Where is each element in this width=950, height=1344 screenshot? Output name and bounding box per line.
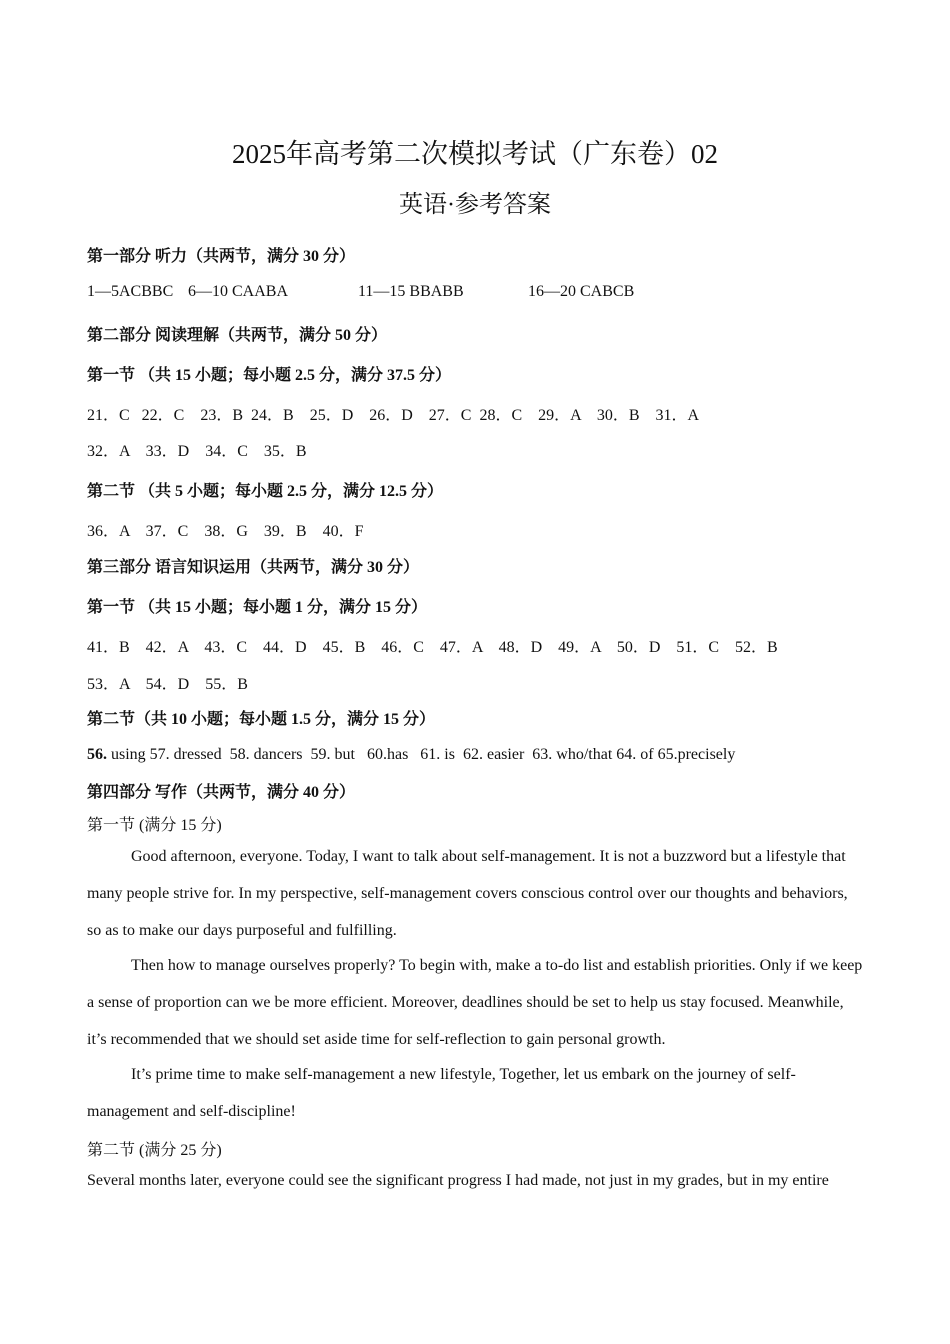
part2-heading: 第二部分 阅读理解（共两节，满分 50 分） bbox=[87, 327, 388, 344]
part1-answer-4: 16—20 CABCB bbox=[528, 283, 635, 300]
part3-section1-row2: 53．A 54．D 55．B bbox=[87, 676, 248, 693]
essay1-paragraph-1: Good afternoon, everyone. Today, I want to talk about self-management. It is not a buzzword but a lifestyle that many people strive for. In my perspective, self-management covers conscious control over our thoughts and behaviors, so as to make our days purposeful and fulfilling. bbox=[87, 848, 848, 939]
part3-section1-heading: 第一节 （共 15 小题；每小题 1 分，满分 15 分） bbox=[87, 599, 428, 616]
part2-section1-heading: 第一节 （共 15 小题；每小题 2.5 分，满分 37.5 分） bbox=[87, 367, 452, 384]
part1-answer-3: 11—15 BBABB bbox=[358, 283, 464, 300]
page-title: 2025年高考第二次模拟考试（广东卷）02 bbox=[232, 139, 718, 169]
part1-answer-1: 1—5ACBBC bbox=[87, 283, 174, 300]
part4-section1-heading: 第一节 (满分 15 分) bbox=[87, 817, 222, 834]
part3-heading: 第三部分 语言知识运用（共两节，满分 30 分） bbox=[87, 559, 420, 576]
part3-section2-heading: 第二节（共 10 小题；每小题 1.5 分，满分 15 分） bbox=[87, 711, 436, 728]
part2-section2-row1: 36．A 37．C 38．G 39．B 40．F bbox=[87, 523, 364, 540]
part1-heading: 第一部分 听力（共两节，满分 30 分） bbox=[87, 248, 356, 265]
part4-section2-heading: 第二节 (满分 25 分) bbox=[87, 1142, 222, 1159]
essay1-paragraph-3: It’s prime time to make self-management a new lifestyle, Together, let us embark on the journey of self-management and self-discipline! bbox=[87, 1066, 796, 1120]
part2-section1-row2: 32．A 33．D 34．C 35．B bbox=[87, 443, 307, 460]
part1-answer-2: 6—10 CAABA bbox=[188, 283, 289, 300]
part3-section2-answer-text: using 57. dressed 58. dancers 59. but 60.has 61. is 62. easier 63. who/that 64. of 65.precisely bbox=[107, 746, 736, 763]
essay1-paragraph-2: Then how to manage ourselves properly? To begin with, make a to-do list and establish priorities. Only if we keep a sense of proportion can we be more efficient. Moreover, deadlines should be set to help us stay focused. Meanwhile, it’s recommended that we should set aside time for self-reflection to gain personal growth. bbox=[87, 957, 863, 1048]
essay2-text: Several months later, everyone could see the significant progress I had made, not just in my grades, but in my entire bbox=[87, 1172, 829, 1189]
part2-section1-row1: 21．C 22．C 23．B 24．B 25．D 26．D 27．C 28．C 29．A 30．B 31．A bbox=[87, 407, 700, 424]
part3-question-56-label: 56. bbox=[87, 746, 107, 763]
part2-section2-heading: 第二节 （共 5 小题；每小题 2.5 分，满分 12.5 分） bbox=[87, 483, 444, 500]
part3-section1-row1: 41．B 42．A 43．C 44．D 45．B 46．C 47．A 48．D 49．A 50．D 51．C 52．B bbox=[87, 639, 778, 656]
part3-section2-answers bbox=[87, 746, 735, 764]
page-subtitle: 英语·参考答案 bbox=[399, 192, 551, 218]
part4-heading: 第四部分 写作（共两节，满分 40 分） bbox=[87, 784, 356, 801]
